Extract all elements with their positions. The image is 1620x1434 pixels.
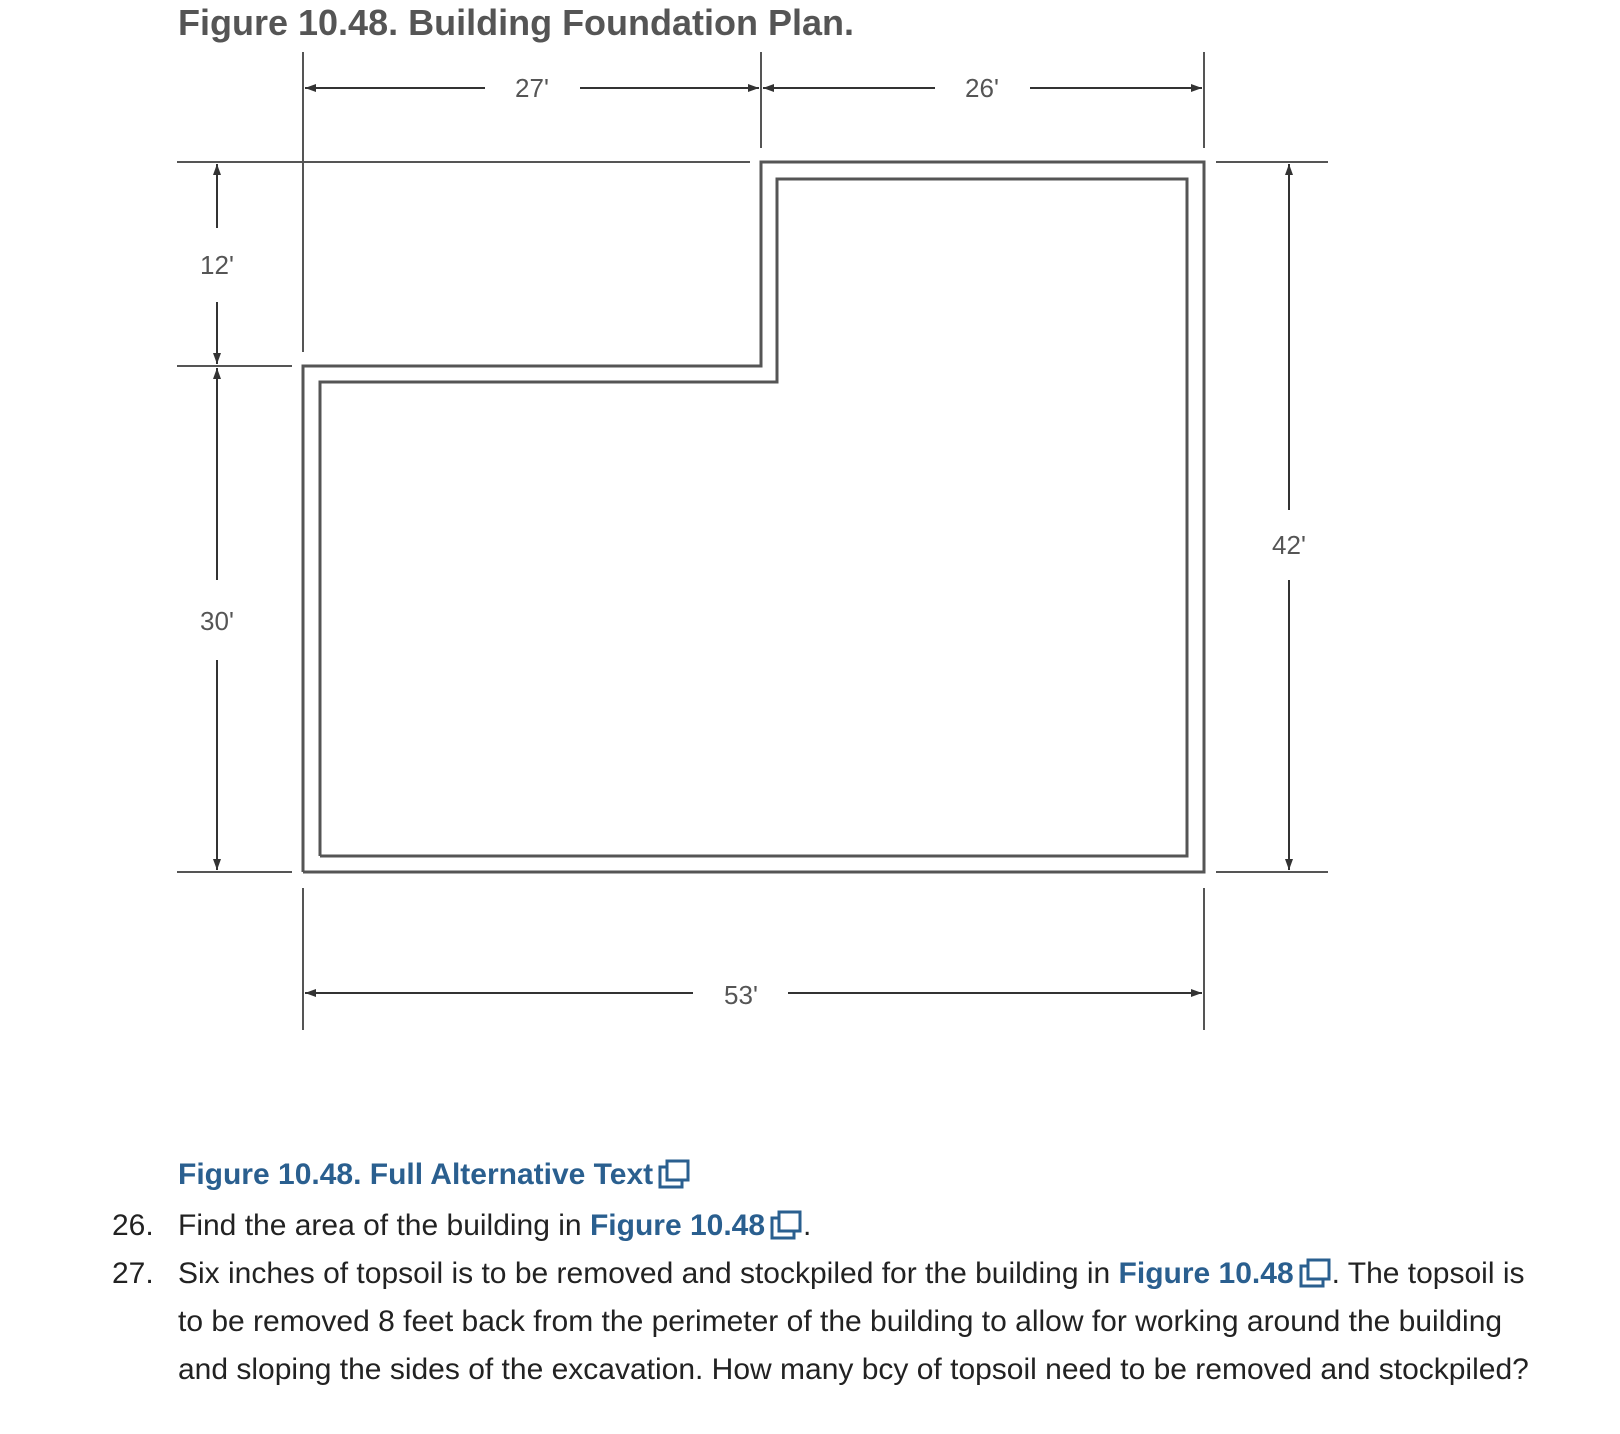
figure-title: Figure 10.48. Building Foundation Plan.: [178, 2, 855, 43]
exercise-list: [112, 1202, 1552, 1394]
full-alternative-text-link[interactable]: [178, 1158, 691, 1192]
dimension-label-30ft: 30': [200, 606, 234, 636]
alt-text-link-label: Figure 10.48. Full Alternative Text: [178, 1158, 654, 1191]
building-outline-inner: [320, 179, 1187, 856]
exercise-text-end: .: [803, 1209, 812, 1242]
dimension-label-42ft: 42': [1272, 530, 1306, 560]
external-window-icon: [657, 1158, 691, 1190]
exercise-text-end: . The topsoil is to be removed 8 feet back from the perimeter of the building to allow for working around the building and sloping the sides of the excavation. How many bcy of topsoil need to be removed and stockpiled?: [178, 1257, 1529, 1386]
exercise-number: 27.: [112, 1257, 154, 1290]
exercise-27: [112, 1250, 1552, 1394]
figure-reference-label: Figure 10.48: [1118, 1257, 1294, 1290]
external-window-icon: [769, 1208, 803, 1240]
dimension-label-26ft: 26': [965, 73, 999, 103]
extension-lines: [177, 52, 1328, 1030]
exercise-text-start: Six inches of topsoil is to be removed and stockpiled for the building in: [178, 1257, 1119, 1290]
figure-reference-label: Figure 10.48: [589, 1209, 766, 1242]
dimension-label-53ft: 53': [724, 980, 758, 1010]
exercise-26: [112, 1202, 1552, 1250]
external-window-icon: [1298, 1256, 1332, 1288]
exercise-text-start: Find the area of the building in: [178, 1209, 590, 1242]
dimension-label-27ft: 27': [515, 73, 549, 103]
figure-reference-link[interactable]: [1119, 1257, 1332, 1290]
figure-reference-link[interactable]: [590, 1209, 803, 1242]
building-outline-outer: [303, 162, 1204, 872]
exercise-number: 26.: [112, 1209, 154, 1242]
dimension-label-12ft: 12': [200, 250, 234, 280]
